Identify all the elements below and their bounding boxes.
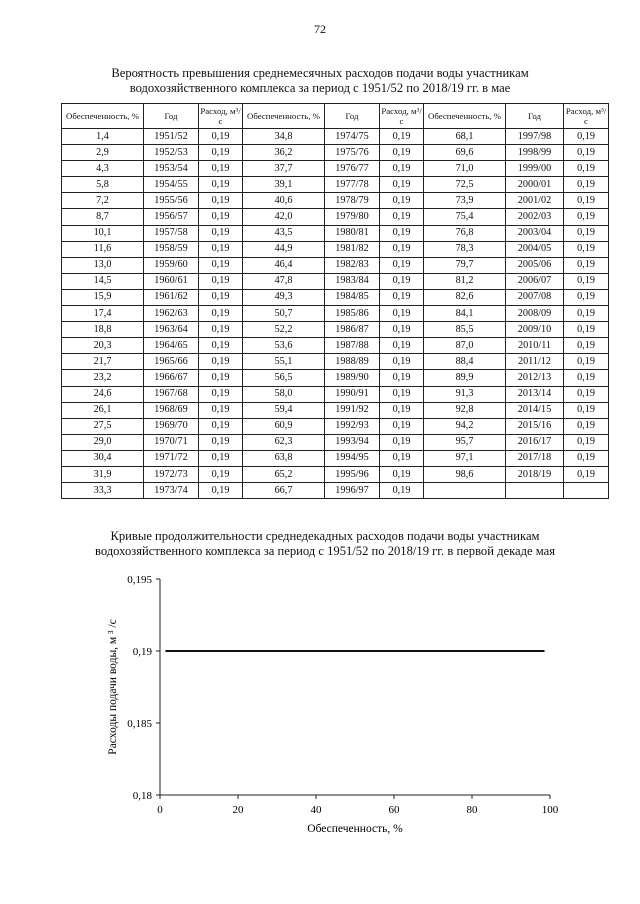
table-cell: 98,6 (424, 466, 506, 482)
table-cell: 0,19 (564, 193, 609, 209)
table-cell: 1957/58 (144, 225, 199, 241)
table-cell: 65,2 (243, 466, 325, 482)
table-cell: 1996/97 (325, 483, 380, 499)
table-row (62, 209, 609, 225)
table-cell: 0,19 (564, 177, 609, 193)
table-cell: 2013/14 (506, 386, 564, 402)
table-cell: 40,6 (243, 193, 325, 209)
table-cell: 87,0 (424, 338, 506, 354)
table-cell: 1960/61 (144, 273, 199, 289)
table-cell: 94,2 (424, 418, 506, 434)
table-cell: 1961/62 (144, 289, 199, 305)
table-cell: 79,7 (424, 257, 506, 273)
table-cell: 0,19 (564, 466, 609, 482)
table-cell: 0,19 (380, 338, 424, 354)
table-row (62, 161, 609, 177)
table-cell: 0,19 (380, 402, 424, 418)
table-cell: 24,6 (62, 386, 144, 402)
table-cell: 1968/69 (144, 402, 199, 418)
table-cell: 72,5 (424, 177, 506, 193)
table-cell: 1952/53 (144, 145, 199, 161)
table-cell: 2000/01 (506, 177, 564, 193)
table-cell: 2002/03 (506, 209, 564, 225)
table-cell: 2015/16 (506, 418, 564, 434)
table-cell: 0,19 (380, 370, 424, 386)
table-cell: 0,19 (199, 466, 243, 482)
table-cell: 1994/95 (325, 450, 380, 466)
table-row (62, 177, 609, 193)
table-cell: 92,8 (424, 402, 506, 418)
table-cell: 0,19 (380, 209, 424, 225)
table-cell: 31,9 (62, 466, 144, 482)
table-cell: 15,9 (62, 289, 144, 305)
table-cell: 1979/80 (325, 209, 380, 225)
table-cell: 0,19 (564, 418, 609, 434)
table-cell: 17,4 (62, 306, 144, 322)
table-cell: 0,19 (199, 161, 243, 177)
table-cell: 78,3 (424, 241, 506, 257)
table-cell: 0,19 (380, 354, 424, 370)
table-cell: 39,1 (243, 177, 325, 193)
table-cell: 29,0 (62, 434, 144, 450)
table-title-line2: водохозяйственного комплекса за период с 1951/52 по 2018/19 гг. в мае (129, 81, 511, 95)
table-cell: 84,1 (424, 306, 506, 322)
x-tick-label: 100 (541, 804, 559, 816)
table-cell: 0,19 (564, 225, 609, 241)
table-title (60, 66, 580, 96)
table-body (62, 129, 609, 499)
table-cell: 1970/71 (144, 434, 199, 450)
table-cell: 1975/76 (325, 145, 380, 161)
table-cell: 1967/68 (144, 386, 199, 402)
duration-curve-chart (90, 570, 570, 842)
table-cell: 1966/67 (144, 370, 199, 386)
table-row (62, 418, 609, 434)
table-cell: 23,2 (62, 370, 144, 386)
table-cell: 0,19 (564, 257, 609, 273)
table-row (62, 354, 609, 370)
table-title-line1: Вероятность превышения среднемесячных расходов подачи воды участникам (111, 66, 529, 80)
table-cell: 0,19 (199, 354, 243, 370)
table-cell: 47,8 (243, 273, 325, 289)
table-cell: 0,19 (380, 161, 424, 177)
table-cell: 63,8 (243, 450, 325, 466)
table-cell: 58,0 (243, 386, 325, 402)
table-row (62, 129, 609, 145)
table-cell: 2,9 (62, 145, 144, 161)
table-cell: 2018/19 (506, 466, 564, 482)
table-cell: 0,19 (199, 129, 243, 145)
table-cell: 0,19 (564, 145, 609, 161)
table-cell (424, 483, 506, 499)
table-cell: 1988/89 (325, 354, 380, 370)
table-row (62, 145, 609, 161)
table-cell: 42,0 (243, 209, 325, 225)
table-cell: 88,4 (424, 354, 506, 370)
table-cell: 0,19 (380, 418, 424, 434)
header-flow: Расход, м³/с (199, 104, 243, 129)
table-cell: 8,7 (62, 209, 144, 225)
table-row (62, 322, 609, 338)
table-cell: 1963/64 (144, 322, 199, 338)
header-prob: Обеспеченность, % (424, 104, 506, 129)
table-cell: 49,3 (243, 289, 325, 305)
header-prob: Обеспеченность, % (243, 104, 325, 129)
table-cell: 0,19 (564, 241, 609, 257)
table-cell: 81,2 (424, 273, 506, 289)
table-cell: 1972/73 (144, 466, 199, 482)
x-tick-label: 80 (466, 804, 478, 816)
header-prob: Обеспеченность, % (62, 104, 144, 129)
table-cell: 50,7 (243, 306, 325, 322)
table-cell: 1953/54 (144, 161, 199, 177)
table-cell: 1965/66 (144, 354, 199, 370)
page-number: 72 (314, 22, 326, 36)
table-cell: 89,9 (424, 370, 506, 386)
header-flow: Расход, м³/с (380, 104, 424, 129)
y-tick-label: 0,18 (132, 790, 152, 802)
table-cell: 66,7 (243, 483, 325, 499)
table-cell: 55,1 (243, 354, 325, 370)
table-cell: 1995/96 (325, 466, 380, 482)
table-cell: 0,19 (564, 338, 609, 354)
table-cell: 2003/04 (506, 225, 564, 241)
table-cell: 0,19 (380, 483, 424, 499)
table-cell: 5,8 (62, 177, 144, 193)
x-tick-label: 0 (157, 804, 163, 816)
table-cell (506, 483, 564, 499)
table-row (62, 306, 609, 322)
header-flow: Расход, м³/с (564, 104, 609, 129)
x-tick-label: 60 (388, 804, 400, 816)
table-cell: 56,5 (243, 370, 325, 386)
table-cell: 14,5 (62, 273, 144, 289)
table-cell: 0,19 (199, 402, 243, 418)
table-cell: 1997/98 (506, 129, 564, 145)
header-year: Год (506, 104, 564, 129)
table-cell: 1987/88 (325, 338, 380, 354)
table-cell: 69,6 (424, 145, 506, 161)
table-cell: 0,19 (564, 322, 609, 338)
table-cell: 0,19 (199, 322, 243, 338)
table-cell: 1991/92 (325, 402, 380, 418)
table-cell: 0,19 (564, 386, 609, 402)
chart-title (40, 529, 610, 559)
table-cell: 52,2 (243, 322, 325, 338)
table-cell: 2016/17 (506, 434, 564, 450)
table-row (62, 370, 609, 386)
chart-title-line1: Кривые продолжительности среднедекадных расходов подачи воды участникам (110, 529, 540, 543)
chart-title-line2: водохозяйственного комплекса за период с 1951/52 по 2018/19 гг. в первой декаде мая (94, 544, 556, 558)
table-cell: 1969/70 (144, 418, 199, 434)
table-cell: 1980/81 (325, 225, 380, 241)
table-cell: 2017/18 (506, 450, 564, 466)
table-cell: 1989/90 (325, 370, 380, 386)
table-cell: 75,4 (424, 209, 506, 225)
table-cell: 1951/52 (144, 129, 199, 145)
table-cell: 1993/94 (325, 434, 380, 450)
table-cell: 1956/57 (144, 209, 199, 225)
table-cell: 0,19 (199, 209, 243, 225)
table-row (62, 273, 609, 289)
table-cell: 2009/10 (506, 322, 564, 338)
table-cell: 76,8 (424, 225, 506, 241)
table-cell: 0,19 (199, 434, 243, 450)
table-cell: 85,5 (424, 322, 506, 338)
table-cell: 0,19 (199, 257, 243, 273)
table-cell: 0,19 (380, 193, 424, 209)
table-row (62, 483, 609, 499)
y-tick-label: 0,19 (132, 646, 152, 658)
table-cell: 4,3 (62, 161, 144, 177)
table-cell: 0,19 (564, 289, 609, 305)
table-cell: 0,19 (199, 370, 243, 386)
table-cell: 0,19 (380, 289, 424, 305)
table-cell: 0,19 (380, 129, 424, 145)
probability-table (61, 103, 609, 499)
table-cell: 0,19 (199, 145, 243, 161)
table-cell (564, 483, 609, 499)
table-cell: 10,1 (62, 225, 144, 241)
table-cell: 1992/93 (325, 418, 380, 434)
table-cell: 1998/99 (506, 145, 564, 161)
table-cell: 59,4 (243, 402, 325, 418)
table-row (62, 466, 609, 482)
table-cell: 0,19 (564, 450, 609, 466)
table-cell: 0,19 (199, 177, 243, 193)
table-row (62, 434, 609, 450)
table-cell: 0,19 (380, 177, 424, 193)
table-cell: 1985/86 (325, 306, 380, 322)
table-cell: 62,3 (243, 434, 325, 450)
table-cell: 0,19 (199, 386, 243, 402)
table-cell: 0,19 (199, 450, 243, 466)
table-cell: 1999/00 (506, 161, 564, 177)
table-row (62, 386, 609, 402)
table-cell: 0,19 (564, 161, 609, 177)
header-year: Год (144, 104, 199, 129)
table-cell: 0,19 (380, 257, 424, 273)
table-cell: 0,19 (380, 241, 424, 257)
table-cell: 95,7 (424, 434, 506, 450)
table-cell: 2007/08 (506, 289, 564, 305)
table-row (62, 338, 609, 354)
table-cell: 97,1 (424, 450, 506, 466)
table-cell: 2008/09 (506, 306, 564, 322)
table-cell: 2001/02 (506, 193, 564, 209)
table-cell: 37,7 (243, 161, 325, 177)
table-cell: 1976/77 (325, 161, 380, 177)
table-cell: 0,19 (380, 386, 424, 402)
table-cell: 26,1 (62, 402, 144, 418)
table-cell: 1964/65 (144, 338, 199, 354)
table-cell: 44,9 (243, 241, 325, 257)
table-cell: 1986/87 (325, 322, 380, 338)
table-cell: 0,19 (380, 434, 424, 450)
table-cell: 0,19 (199, 225, 243, 241)
table-cell: 0,19 (564, 306, 609, 322)
table-cell: 60,9 (243, 418, 325, 434)
table-cell: 0,19 (564, 434, 609, 450)
table-row (62, 289, 609, 305)
table-cell: 0,19 (199, 241, 243, 257)
table-cell: 46,4 (243, 257, 325, 273)
table-cell: 1981/82 (325, 241, 380, 257)
x-axis-label: Обеспеченность, % (307, 823, 403, 835)
table-row (62, 402, 609, 418)
table-cell: 1983/84 (325, 273, 380, 289)
header-year: Год (325, 104, 380, 129)
table-cell: 2006/07 (506, 273, 564, 289)
table-cell: 1982/83 (325, 257, 380, 273)
y-tick-label: 0,185 (127, 718, 152, 730)
table-cell: 68,1 (424, 129, 506, 145)
table-cell: 1971/72 (144, 450, 199, 466)
table-cell: 0,19 (199, 306, 243, 322)
table-cell: 0,19 (199, 273, 243, 289)
table-cell: 0,19 (564, 402, 609, 418)
table-row (62, 241, 609, 257)
table-cell: 2010/11 (506, 338, 564, 354)
table-cell: 73,9 (424, 193, 506, 209)
table-cell: 0,19 (380, 322, 424, 338)
table-cell: 7,2 (62, 193, 144, 209)
table-cell: 0,19 (564, 209, 609, 225)
table-cell: 1955/56 (144, 193, 199, 209)
table-row (62, 193, 609, 209)
table-cell: 2012/13 (506, 370, 564, 386)
table-cell: 1974/75 (325, 129, 380, 145)
table-cell: 1977/78 (325, 177, 380, 193)
x-tick-label: 40 (310, 804, 322, 816)
y-axis-label: Расходы подачи воды, м ³ /с (107, 619, 119, 755)
table-cell: 33,3 (62, 483, 144, 499)
table-cell: 53,6 (243, 338, 325, 354)
table-cell: 0,19 (380, 306, 424, 322)
table-cell: 11,6 (62, 241, 144, 257)
table-cell: 0,19 (564, 273, 609, 289)
table-cell: 0,19 (199, 338, 243, 354)
table-cell: 0,19 (199, 483, 243, 499)
table-cell: 2011/12 (506, 354, 564, 370)
table-cell: 0,19 (380, 145, 424, 161)
table-cell: 21,7 (62, 354, 144, 370)
table-cell: 0,19 (564, 129, 609, 145)
table-cell: 1959/60 (144, 257, 199, 273)
table-cell: 34,8 (243, 129, 325, 145)
table-cell: 27,5 (62, 418, 144, 434)
table-cell: 1958/59 (144, 241, 199, 257)
table-cell: 2004/05 (506, 241, 564, 257)
table-cell: 36,2 (243, 145, 325, 161)
table-cell: 0,19 (199, 418, 243, 434)
table-cell: 0,19 (380, 466, 424, 482)
table-cell: 71,0 (424, 161, 506, 177)
table-row (62, 257, 609, 273)
table-cell: 82,6 (424, 289, 506, 305)
table-row (62, 225, 609, 241)
table-cell: 1962/63 (144, 306, 199, 322)
table-cell: 30,4 (62, 450, 144, 466)
x-tick-label: 20 (232, 804, 244, 816)
table-cell: 18,8 (62, 322, 144, 338)
table-cell: 1954/55 (144, 177, 199, 193)
table-cell: 1984/85 (325, 289, 380, 305)
y-tick-label: 0,195 (127, 574, 152, 586)
table-cell: 1990/91 (325, 386, 380, 402)
table-cell: 0,19 (199, 193, 243, 209)
table-cell: 91,3 (424, 386, 506, 402)
table-cell: 13,0 (62, 257, 144, 273)
table-header-row (62, 104, 609, 129)
table-row (62, 450, 609, 466)
table-cell: 1973/74 (144, 483, 199, 499)
table-cell: 0,19 (564, 370, 609, 386)
table-cell: 20,3 (62, 338, 144, 354)
table-cell: 43,5 (243, 225, 325, 241)
table-cell: 0,19 (199, 289, 243, 305)
table-cell: 1978/79 (325, 193, 380, 209)
table-cell: 0,19 (380, 273, 424, 289)
table-cell: 2005/06 (506, 257, 564, 273)
table-cell: 1,4 (62, 129, 144, 145)
table-cell: 0,19 (564, 354, 609, 370)
table-cell: 0,19 (380, 450, 424, 466)
table-cell: 0,19 (380, 225, 424, 241)
table-cell: 2014/15 (506, 402, 564, 418)
